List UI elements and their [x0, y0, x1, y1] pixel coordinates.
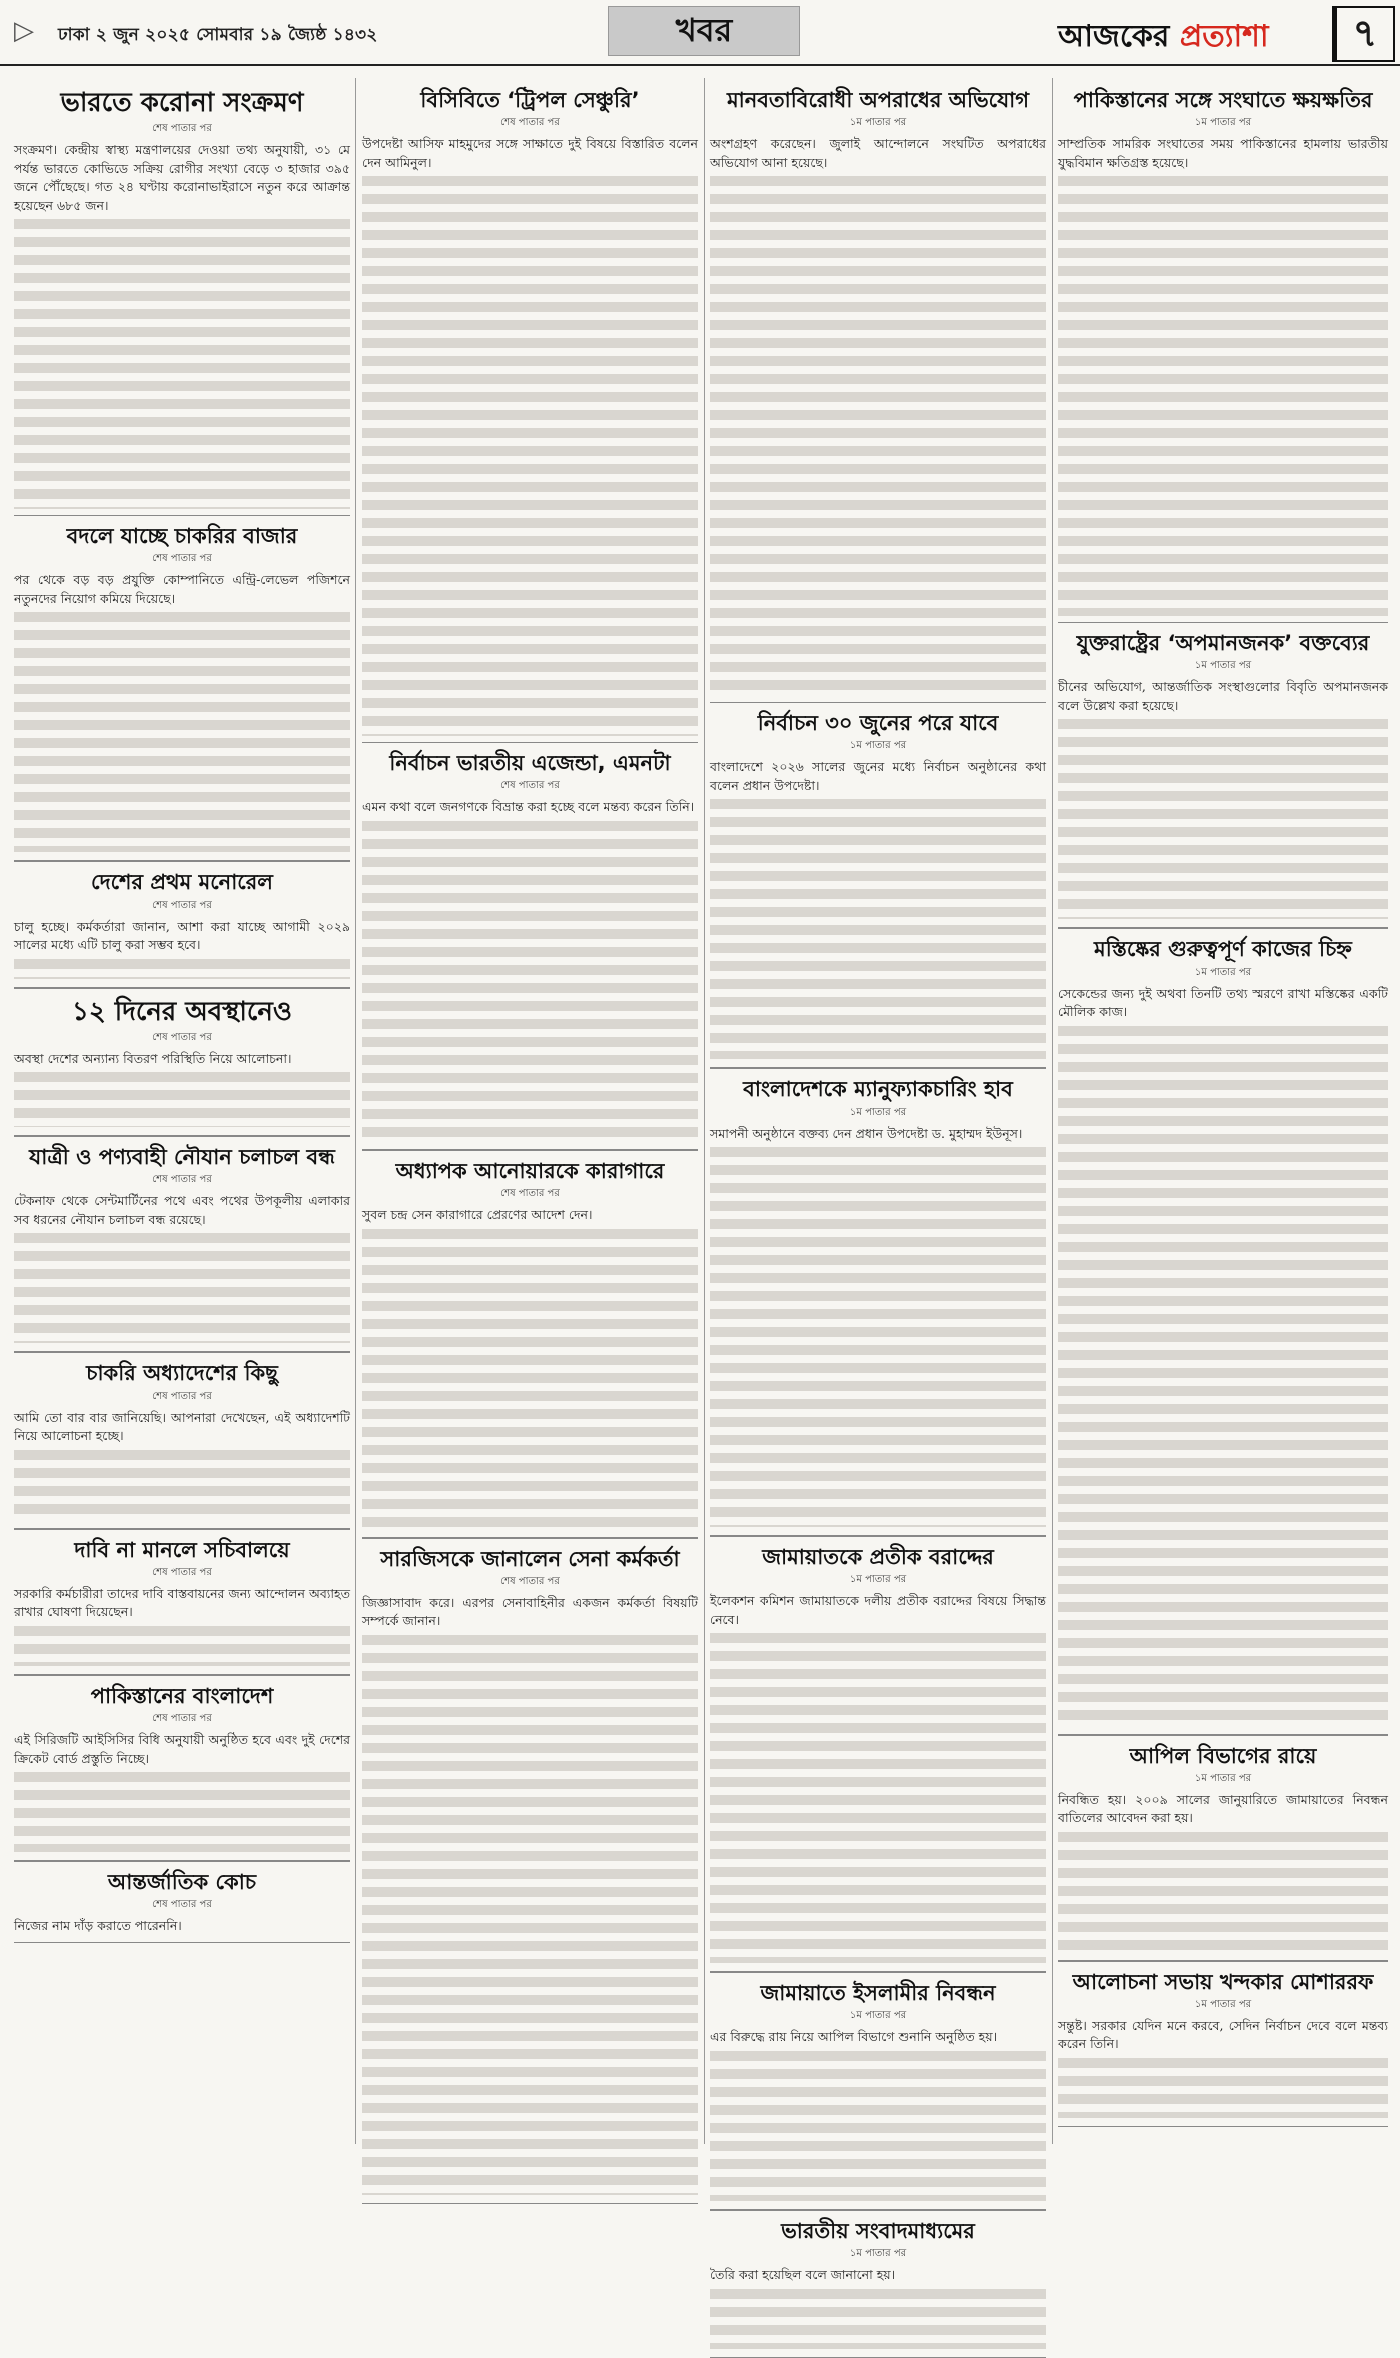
article-text-block [14, 612, 350, 852]
article [1058, 88, 1388, 616]
continued-label: ১ম পাতার পর [849, 117, 907, 129]
continued-label: শেষ পাতার পর [152, 1566, 212, 1578]
article-text-block [710, 1633, 1046, 1963]
article [710, 702, 1046, 1068]
article [1058, 1735, 1388, 1961]
headline[interactable]: বিসিবিতে ‘ট্রিপল সেঞ্চুরি’ [420, 88, 640, 112]
continued-label: ১ম পাতার পর [849, 2248, 907, 2260]
headline[interactable]: সারজিসকে জানালেন সেনা কর্মকর্তা [380, 1546, 680, 1571]
continued-label: শেষ পাতার পর [152, 1899, 212, 1911]
article-body: নিজের নাম দাঁড় করাতে পারেননি। [14, 1918, 182, 1934]
article-text-block [1058, 719, 1388, 919]
headline[interactable]: জামায়াতকে প্রতীক বরাদ্দের [762, 1545, 994, 1570]
headline[interactable]: আন্তর্জাতিক কোচ [107, 1870, 257, 1894]
column-3 [710, 82, 1046, 2283]
article-body: এমন কথা বলে জনগণকে বিভ্রান্ত করা হচ্ছে বলে মন্তব্য করেন তিনি। [362, 799, 695, 815]
headline[interactable]: যাত্রী ও পণ্যবাহী নৌযান চলাচল বন্ধ [29, 1145, 335, 1170]
headline[interactable]: জামায়াতে ইসলামীর নিবন্ধন [760, 1981, 996, 2006]
article-body: উপদেষ্টা আসিফ মাহমুদের সঙ্গে সাক্ষাতে দুই বিষয়ে বিস্তারিত বলেন দেন আমিনুল। [362, 136, 698, 170]
article [362, 88, 698, 736]
article-text-block [14, 1233, 350, 1343]
continued-label: শেষ পাতার পর [152, 1031, 212, 1043]
article-text-block [710, 2289, 1046, 2349]
article-text-block [14, 959, 350, 979]
headline[interactable]: নির্বাচন ৩০ জুনের পরে যাবে [757, 711, 999, 736]
article-body: সরকারি কর্মচারীরা তাদের দাবি বাস্তবায়নের জন্য আন্দোলন অব্যাহত রাখার ঘোষণা দিয়েছেন। [14, 1585, 350, 1620]
column-1 [14, 82, 350, 2142]
column-rule [355, 78, 356, 2144]
article [362, 742, 698, 1150]
article-body: পর থেকে বড় বড় প্রযুক্তি কোম্পানিতে এন্ট্রি-লেভেল পজিশনে নতুনদের নিয়োগ কমিয়ে দিয়েছে। [14, 572, 350, 606]
article [14, 1861, 350, 1943]
article-text-block [710, 1147, 1046, 1527]
article-body: ইলেকশন কমিশন জামায়াতকে দলীয় প্রতীক বরাদ্দের বিষয়ে সিদ্ধান্ত নেবে। [710, 1593, 1046, 1627]
article-body: নিবন্ধিত হয়। ২০০৯ সালের জানুয়ারিতে জামায়াতের নিবন্ধন বাতিলের আবেদন করা হয়। [1058, 1791, 1388, 1826]
article [362, 1538, 698, 2204]
article [1058, 928, 1388, 1734]
continued-label: শেষ পাতার পর [500, 117, 560, 129]
continued-label: শেষ পাতার পর [500, 1575, 560, 1587]
headline[interactable]: পাকিস্তানের বাংলাদেশ [90, 1683, 274, 1708]
brand-part1: আজকের [1058, 19, 1170, 54]
headline[interactable]: ভারতে করোনা সংক্রমণ [60, 88, 304, 118]
article-body: চালু হচ্ছে। কর্মকর্তারা জানান, আশা করা যাচ্ছে আগামী ২০২৯ সালের মধ্যে এটি চালু করা সম্ভব হবে। [14, 918, 350, 953]
headline[interactable]: ১২ দিনের অবস্থানেও [71, 996, 293, 1027]
article-body: তৈরি করা হয়েছিল বলে জানানো হয়। [710, 2267, 896, 2283]
article [14, 1675, 350, 1861]
article-body: সন্তুষ্ট। সরকার যেদিন মনে করবে, সেদিন নির্বাচন দেবে বলে মন্তব্য করেন তিনি। [1058, 2017, 1388, 2052]
column-4 [1058, 82, 1388, 2142]
headline[interactable]: ভারতীয় সংবাদমাধ্যমের [781, 2218, 975, 2243]
article-text-block [1058, 2058, 1388, 2118]
continued-label: শেষ পাতার পর [152, 553, 212, 565]
continued-label: ১ম পাতার পর [849, 1106, 907, 1118]
continued-label: ১ম পাতার পর [849, 1574, 907, 1586]
article-body: এর বিরুদ্ধে রায় নিয়ে আপিল বিভাগে শুনানি অনুষ্ঠিত হয়। [710, 2029, 998, 2045]
article-body: অবস্থা দেশের অন্যান্য বিতরণ পরিস্থিতি নিয়ে আলোচনা। [14, 1050, 292, 1066]
article [14, 1352, 350, 1528]
continued-label: ১ম পাতার পর [1194, 660, 1252, 672]
article-body: জিজ্ঞাসাবাদ করে। এরপর সেনাবাহিনীর একজন কর্মকর্তা বিষয়টি সম্পর্কে জানান। [362, 1594, 698, 1629]
article [14, 1136, 350, 1352]
article-text-block [14, 219, 350, 509]
column-rule [1052, 78, 1053, 2144]
article-body: বাংলাদেশে ২০২৬ সালের জুনের মধ্যে নির্বাচন অনুষ্ঠানের কথা বলেন প্রধান উপদেষ্টা। [710, 759, 1046, 793]
headline[interactable]: দাবি না মানলে সচিবালয়ে [74, 1537, 290, 1562]
headline[interactable]: অধ্যাপক আনোয়ারকে কারাগারে [395, 1158, 665, 1183]
continued-label: শেষ পাতার পর [152, 1390, 212, 1402]
article-body: সমাপনী অনুষ্ঠানে বক্তব্য দেন প্রধান উপদেষ্টা ড. মুহাম্মদ ইউনূস। [710, 1125, 1023, 1141]
article-body: চীনের অভিযোগ, আন্তর্জাতিক সংস্থাগুলোর বিবৃতি অপমানজনক বলে উল্লেখ করা হয়েছে। [1058, 679, 1388, 713]
article-text-block [362, 821, 698, 1141]
column-2 [362, 82, 698, 2142]
article-body: সাম্প্রতিক সামরিক সংঘাতের সময় পাকিস্তানের হামলায় ভারতীয় যুদ্ধবিমান ক্ষতিগ্রস্ত হয়েছে। [1058, 136, 1388, 170]
article-text-block [710, 176, 1046, 696]
column-rule [704, 78, 705, 2144]
headline[interactable]: মস্তিষ্কের গুরুত্বপূর্ণ কাজের চিহ্ন [1094, 937, 1352, 962]
page-arrow-icon[interactable]: ▷ [14, 16, 34, 46]
article-text-block [362, 176, 698, 736]
continued-label: ১ম পাতার পর [849, 740, 907, 752]
headline[interactable]: নির্বাচন ভারতীয় এজেন্ডা, এমনটা [389, 751, 671, 776]
headline[interactable]: বাংলাদেশকে ম্যানুফ্যাকচারিং হাব [743, 1077, 1013, 1102]
continued-label: ১ম পাতার পর [849, 2010, 907, 2022]
article-text-block [710, 2051, 1046, 2201]
page-number: ৭ [1332, 6, 1395, 62]
article-body: সেকেন্ডের জন্য দুই অথবা তিনটি তথ্য স্মরণে রাখা মস্তিষ্কের একটি মৌলিক কাজ। [1058, 985, 1388, 1020]
article-text-block [1058, 1026, 1388, 1726]
article [14, 515, 350, 861]
brand-part2: প্রত্যাশা [1179, 19, 1269, 54]
article-text-block [1058, 1832, 1388, 1952]
headline[interactable]: বদলে যাচ্ছে চাকরির বাজার [66, 524, 298, 549]
continued-label: শেষ পাতার পর [500, 780, 560, 792]
continued-label: শেষ পাতার পর [152, 899, 212, 911]
article-text-block [14, 1072, 350, 1127]
section-title: খবর [608, 6, 800, 56]
continued-label: শেষ পাতার পর [152, 1174, 212, 1186]
article-body: অংশগ্রহণ করেছেন। জুলাই আন্দোলনে সংঘটিত অপরাধের অভিযোগ আনা হয়েছে। [710, 136, 1046, 170]
article [14, 1529, 350, 1675]
headline[interactable]: পাকিস্তানের সঙ্গে সংঘাতে ক্ষয়ক্ষতির [1073, 88, 1373, 112]
date-line: ঢাকা ২ জুন ২০২৫ সোমবার ১৯ জ্যৈষ্ঠ ১৪৩২ [58, 25, 378, 45]
continued-label: শেষ পাতার পর [500, 1188, 560, 1200]
article [14, 988, 350, 1137]
article-text-block [14, 1772, 350, 1852]
headline[interactable]: আলোচনা সভায় খন্দকার মোশাররফ [1072, 1969, 1374, 1994]
continued-label: ১ম পাতার পর [1194, 1998, 1252, 2010]
article [14, 861, 350, 987]
article-text-block [1058, 176, 1388, 616]
article-text-block [14, 1626, 350, 1666]
article-text-block [14, 1450, 350, 1520]
article [710, 1972, 1046, 2210]
continued-label: ১ম পাতার পর [1194, 117, 1252, 129]
article [710, 1068, 1046, 1536]
article-text-block [362, 1229, 698, 1529]
continued-label: শেষ পাতার পর [152, 123, 212, 135]
article [1058, 622, 1388, 928]
article [710, 2210, 1046, 2358]
article-text-block [362, 1635, 698, 2195]
article [710, 88, 1046, 696]
article-body: টেকনাফ থেকে সেন্টমার্টিনের পথে এবং পথের উপকূলীয় এলাকার সব ধরনের নৌযান চলাচল বন্ধ রয়েছে। [14, 1193, 350, 1227]
article [362, 1150, 698, 1538]
continued-label: ১ম পাতার পর [1194, 1772, 1252, 1784]
headline[interactable]: চাকরি অধ্যাদেশের কিছু [86, 1361, 278, 1386]
continued-label: ১ম পাতার পর [1194, 966, 1252, 978]
article-text-block [710, 799, 1046, 1059]
article-body: আমি তো বার বার জানিয়েছি। আপনারা দেখেছেন, এই অধ্যাদেশটি নিয়ে আলোচনা হচ্ছে। [14, 1409, 350, 1444]
headline[interactable]: আপিল বিভাগের রায়ে [1129, 1743, 1317, 1768]
article-body: সুবল চন্দ্র সেন কারাগারে প্রেরণের আদেশ দেন। [362, 1207, 593, 1223]
article [710, 1536, 1046, 1972]
article [1058, 1961, 1388, 2127]
continued-label: শেষ পাতার পর [152, 1713, 212, 1724]
article-body: এই সিরিজটি আইসিসির বিধি অনুযায়ী অনুষ্ঠিত হবে এবং দুই দেশের ক্রিকেট বোর্ড প্রস্তুতি নিচ্ছে। [14, 1732, 350, 1766]
brand-logo [1058, 12, 1269, 63]
masthead [0, 0, 1400, 66]
headline[interactable]: যুক্তরাষ্ট্রের ‘অপমানজনক’ বক্তব্যের [1076, 631, 1370, 656]
headline[interactable]: মানবতাবিরোধী অপরাধের অভিযোগ [726, 88, 1030, 112]
headline[interactable]: দেশের প্রথম মনোরেল [91, 870, 273, 895]
article-body: সংক্রমণ। কেন্দ্রীয় স্বাস্থ্য মন্ত্রণালয়ের দেওয়া তথ্য অনুযায়ী, ৩১ মে পর্যন্ত ভারতে কোভিডে সক্রিয় রোগীর সংখ্যা বেড়ে ৩ হাজার ৩৯৫ জনে পৌঁছেছে। গত ২৪ ঘণ্টায় করোনাভাইরাসে নতুন করে আক্রান্ত হয়েছেন ৬৮৫ জন। [14, 142, 350, 213]
article [14, 88, 350, 509]
